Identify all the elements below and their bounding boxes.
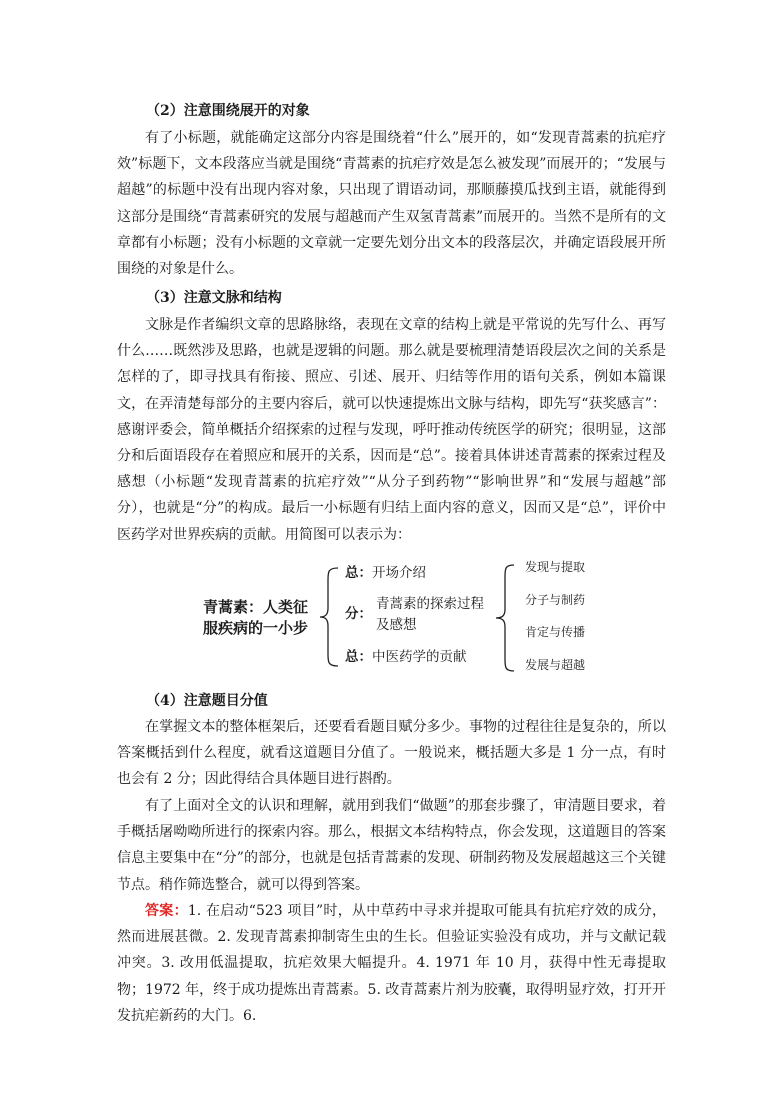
diagram-branch-text: 中医药学的贡献: [372, 649, 467, 665]
diagram-sub-item-3: 肯定与传播: [525, 625, 586, 639]
diagram-branch-text: 开场介绍: [372, 565, 426, 581]
section-paragraph-3: 文脉是作者编织文章的思路脉络，表现在文章的结构上就是平常说的先写什么、再写什么……既然涉及思路，也就是逻辑的问题。那么就是要梳理清楚语段层次之间的关系是怎样的了，即寻找具有衔接、照应、引述、展开、归结等作用的语句关系，例如本篇课文，在弄清楚每部分的主要内容后，就可以快速提炼出文脉与结构，即先写“获奖感言”：感谢评委会，简单概括介绍探索的过程与发现，呼吁推动传统医学的研究；很明显，这部分和后面语段存在着照应和展开的关系，因而是“总”。接着具体讲述青蒿素的探索过程及感想（小标题“发现青蒿素的抗疟疗效”“从分子到药物”“影响世界”和“发展与超越”部分），也就是“分”的构成。最后一小标题有归结上面内容的意义，因而又是“总”，评价中医药学对世界疾病的贡献。用简图可以表示为：: [117, 317, 666, 543]
section-heading-3: （3）注意文脉和结构: [146, 290, 282, 306]
left-brace-icon: [318, 566, 342, 668]
diagram-branch-2-text: 青蒿素的探索过程及感想: [376, 596, 484, 633]
diagram-branch-1: [345, 563, 426, 583]
diagram-branch-2-key-wrap: [345, 604, 372, 624]
answer-paragraph: [117, 898, 666, 1028]
diagram-sub-item-2: 分子与制药: [525, 593, 586, 607]
answer-text: 1. 在启动“523 项目”时，从中草药中寻求并提取可能具有抗疟疗效的成分，然而进展甚微。2. 发现青蒿素抑制寄生虫的生长。但验证实验没有成功，并与文献记载冲突。3. 改用低温提取，抗疟效果大幅提升。4. 1971 年 10 月，获得中性无毒提取物；1972 年，终于成功提炼出青蒿素。5. 改青蒿素片剂为胶囊，取得明显疗效，打开开发抗疟新药的大门。6.: [117, 903, 666, 1024]
section-heading-2: （2）注意围绕展开的对象: [146, 103, 310, 119]
left-brace-icon: [494, 563, 518, 673]
section-heading-4: （4）注意题目分值: [146, 693, 268, 709]
diagram-branch-key: 总：: [345, 565, 372, 581]
diagram-sub-item-4: 发展与超越: [525, 658, 586, 672]
section-paragraph-2: 有了小标题，就能确定这部分内容是围绕着“什么”展开的，如“发现青蒿素的抗疟疗效”标题下，文本段落应当就是围绕“青蒿素的抗疟疗效是怎么被发现”而展开的；“发展与超越”的标题中没有出现内容对象，只出现了谓语动词，那顺藤摸瓜找到主语，就能得到这部分是围绕“青蒿素研究的发展与超越而产生双氢青蒿素”而展开的。当然不是所有的文章都有小标题；没有小标题的文章就一定要先划分出文本的段落层次，并确定语段展开所围绕的对象是什么。: [117, 130, 666, 278]
diagram-branch-3: [345, 647, 467, 667]
diagram-sub-item-1: 发现与提取: [525, 560, 586, 574]
diagram-branch-key: 分：: [345, 606, 372, 622]
diagram-title: 青蒿素：人类征服疾病的一小步: [203, 598, 309, 637]
section-paragraph-4b: 有了上面对全文的认识和理解，就用到我们“做题”的那套步骤了，审清题目要求，着手概括屠呦呦所进行的探索内容。那么，根据文本结构特点，你会发现，这道题目的答案信息主要集中在“分”的部分，也就是包括青蒿素的发现、研制药物及发展超越这三个关键节点。稍作筛选整合，就可以得到答案。: [117, 798, 666, 893]
diagram-branch-key: 总：: [345, 649, 372, 665]
answer-label: 答案：: [145, 903, 188, 919]
section-paragraph-4a: 在掌握文本的整体框架后，还要看看题目赋分多少。事物的过程往往是复杂的，所以答案概括到什么程度，就看这道题目分值了。一般说来，概括题大多是 1 分一点，有时也会有 2 分；因此得结合具体题目进行斟酌。: [117, 719, 666, 788]
